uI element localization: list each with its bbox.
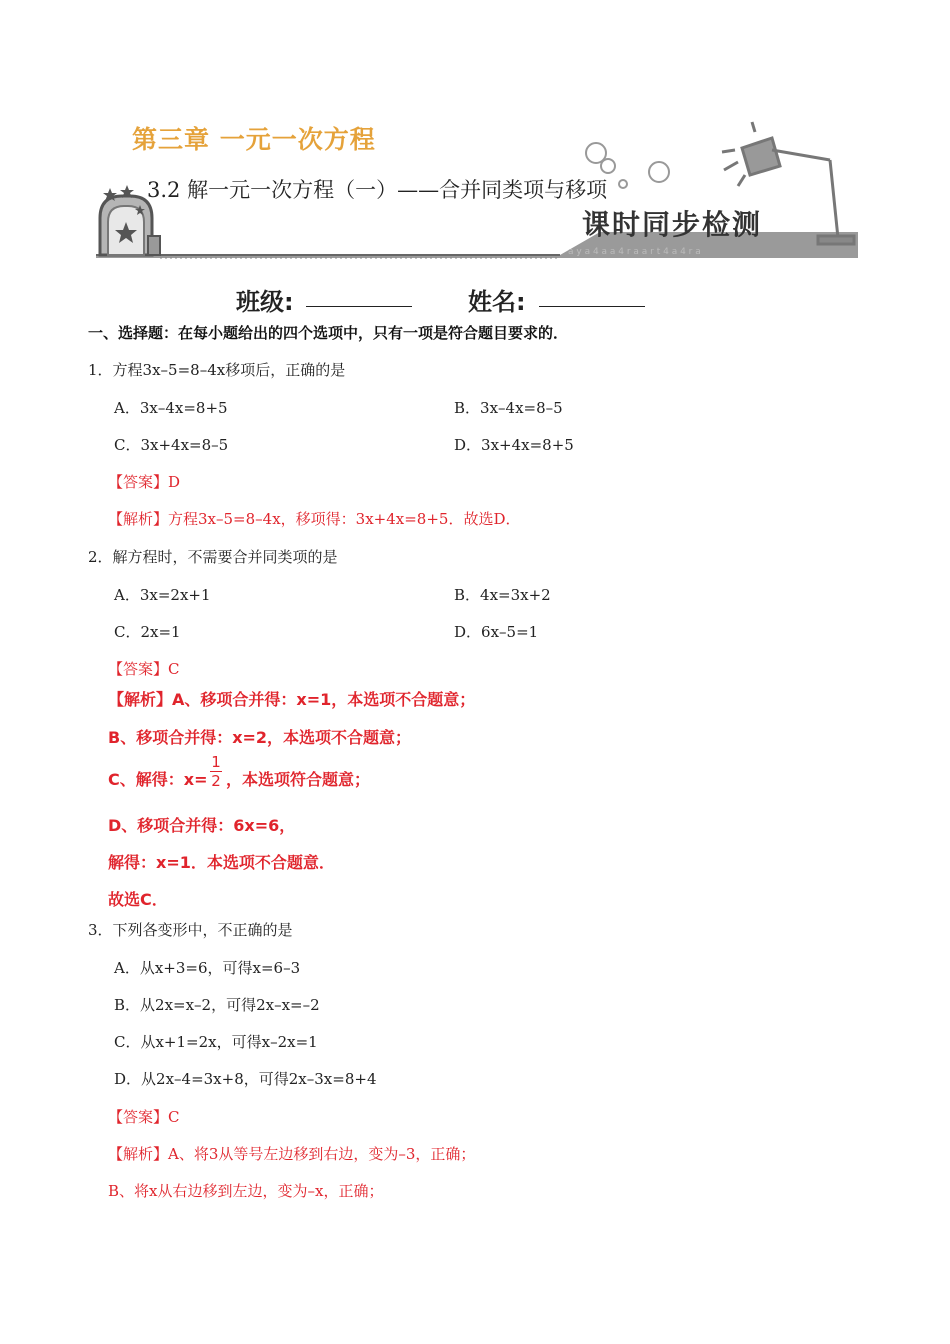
lesson-subtitle: 3.2 解一元一次方程（一）——合并同类项与移项 xyxy=(147,178,608,202)
section-heading: 一、选择题：在每小题给出的四个选项中，只有一项是符合题目要求的． xyxy=(88,324,569,342)
banner-title: 课时同步检测 xyxy=(582,208,763,241)
name-field[interactable] xyxy=(539,306,645,307)
question-1-option-d: D．3x+4x=8+5 xyxy=(454,436,574,454)
question-2-analysis-line-1: 【解析】A、移项合并得：x=1，本选项不合题意； xyxy=(108,690,476,709)
question-3-option-b: B．从2x=x–2，可得2x–x=–2 xyxy=(114,996,320,1014)
question-3-answer: 【答案】C xyxy=(108,1108,180,1126)
question-3-analysis-line-1: 【解析】A、将3从等号左边移到右边，变为–3，正确； xyxy=(108,1145,476,1163)
badge-icon xyxy=(100,196,160,255)
class-field[interactable] xyxy=(306,306,412,307)
question-3-option-a: A．从x+3=6，可得x=6–3 xyxy=(114,959,301,977)
question-3-option-d: D．从2x–4=3x+8，可得2x–3x=8+4 xyxy=(114,1070,377,1088)
question-2-option-b: B．4x=3x+2 xyxy=(454,586,551,604)
question-1-answer: 【答案】D xyxy=(108,473,181,491)
question-1-option-a: A．3x–4x=8+5 xyxy=(114,399,228,417)
question-3-stem: 3．下列各变形中，不正确的是 xyxy=(88,921,293,939)
question-2-analysis-line-3a: C、解得：x= xyxy=(108,770,208,789)
question-3-option-c: C．从x+1=2x，可得x–2x=1 xyxy=(114,1033,318,1051)
question-2-analysis-line-2: B、移项合并得：x=2，本选项不合题意； xyxy=(108,728,412,747)
fraction-one-half xyxy=(210,753,222,790)
question-2-option-c: C．2x=1 xyxy=(114,623,181,641)
question-1-stem: 1．方程3x–5=8–4x移项后，正确的是 xyxy=(88,361,346,379)
fraction-numerator: 1 xyxy=(211,753,221,771)
chapter-title: 第三章 一元一次方程 xyxy=(132,125,376,154)
question-2-analysis-line-6: 故选C． xyxy=(108,890,168,909)
question-1-option-b: B．3x–4x=8–5 xyxy=(454,399,563,417)
question-2-option-a: A．3x=2x+1 xyxy=(114,586,211,604)
question-2-analysis-line-4: D、移项合并得：6x=6， xyxy=(108,816,296,835)
question-2-option-d: D．6x–5=1 xyxy=(454,623,539,641)
question-2-analysis-line-5: 解得：x=1．本选项不合题意． xyxy=(108,853,335,872)
svg-text:a y a 4 a a 4 r a a r t 4 a 4: a y a 4 a a 4 r a a r t 4 a 4 r a xyxy=(568,247,701,257)
question-3-analysis-line-2: B、将x从右边移到左边，变为–x，正确； xyxy=(108,1182,384,1200)
question-1-analysis: 【解析】方程3x–5=8–4x，移项得：3x+4x=8+5．故选D． xyxy=(108,510,521,528)
question-2-stem: 2．解方程时，不需要合并同类项的是 xyxy=(88,548,338,566)
fraction-denominator: 2 xyxy=(211,772,221,790)
question-2-analysis-line-3b: ，本选项符合题意； xyxy=(226,770,371,789)
class-label: 班级: xyxy=(236,288,294,316)
question-1-option-c: C．3x+4x=8–5 xyxy=(114,436,229,454)
question-2-answer: 【答案】C xyxy=(108,660,180,678)
name-label: 姓名: xyxy=(468,288,526,316)
